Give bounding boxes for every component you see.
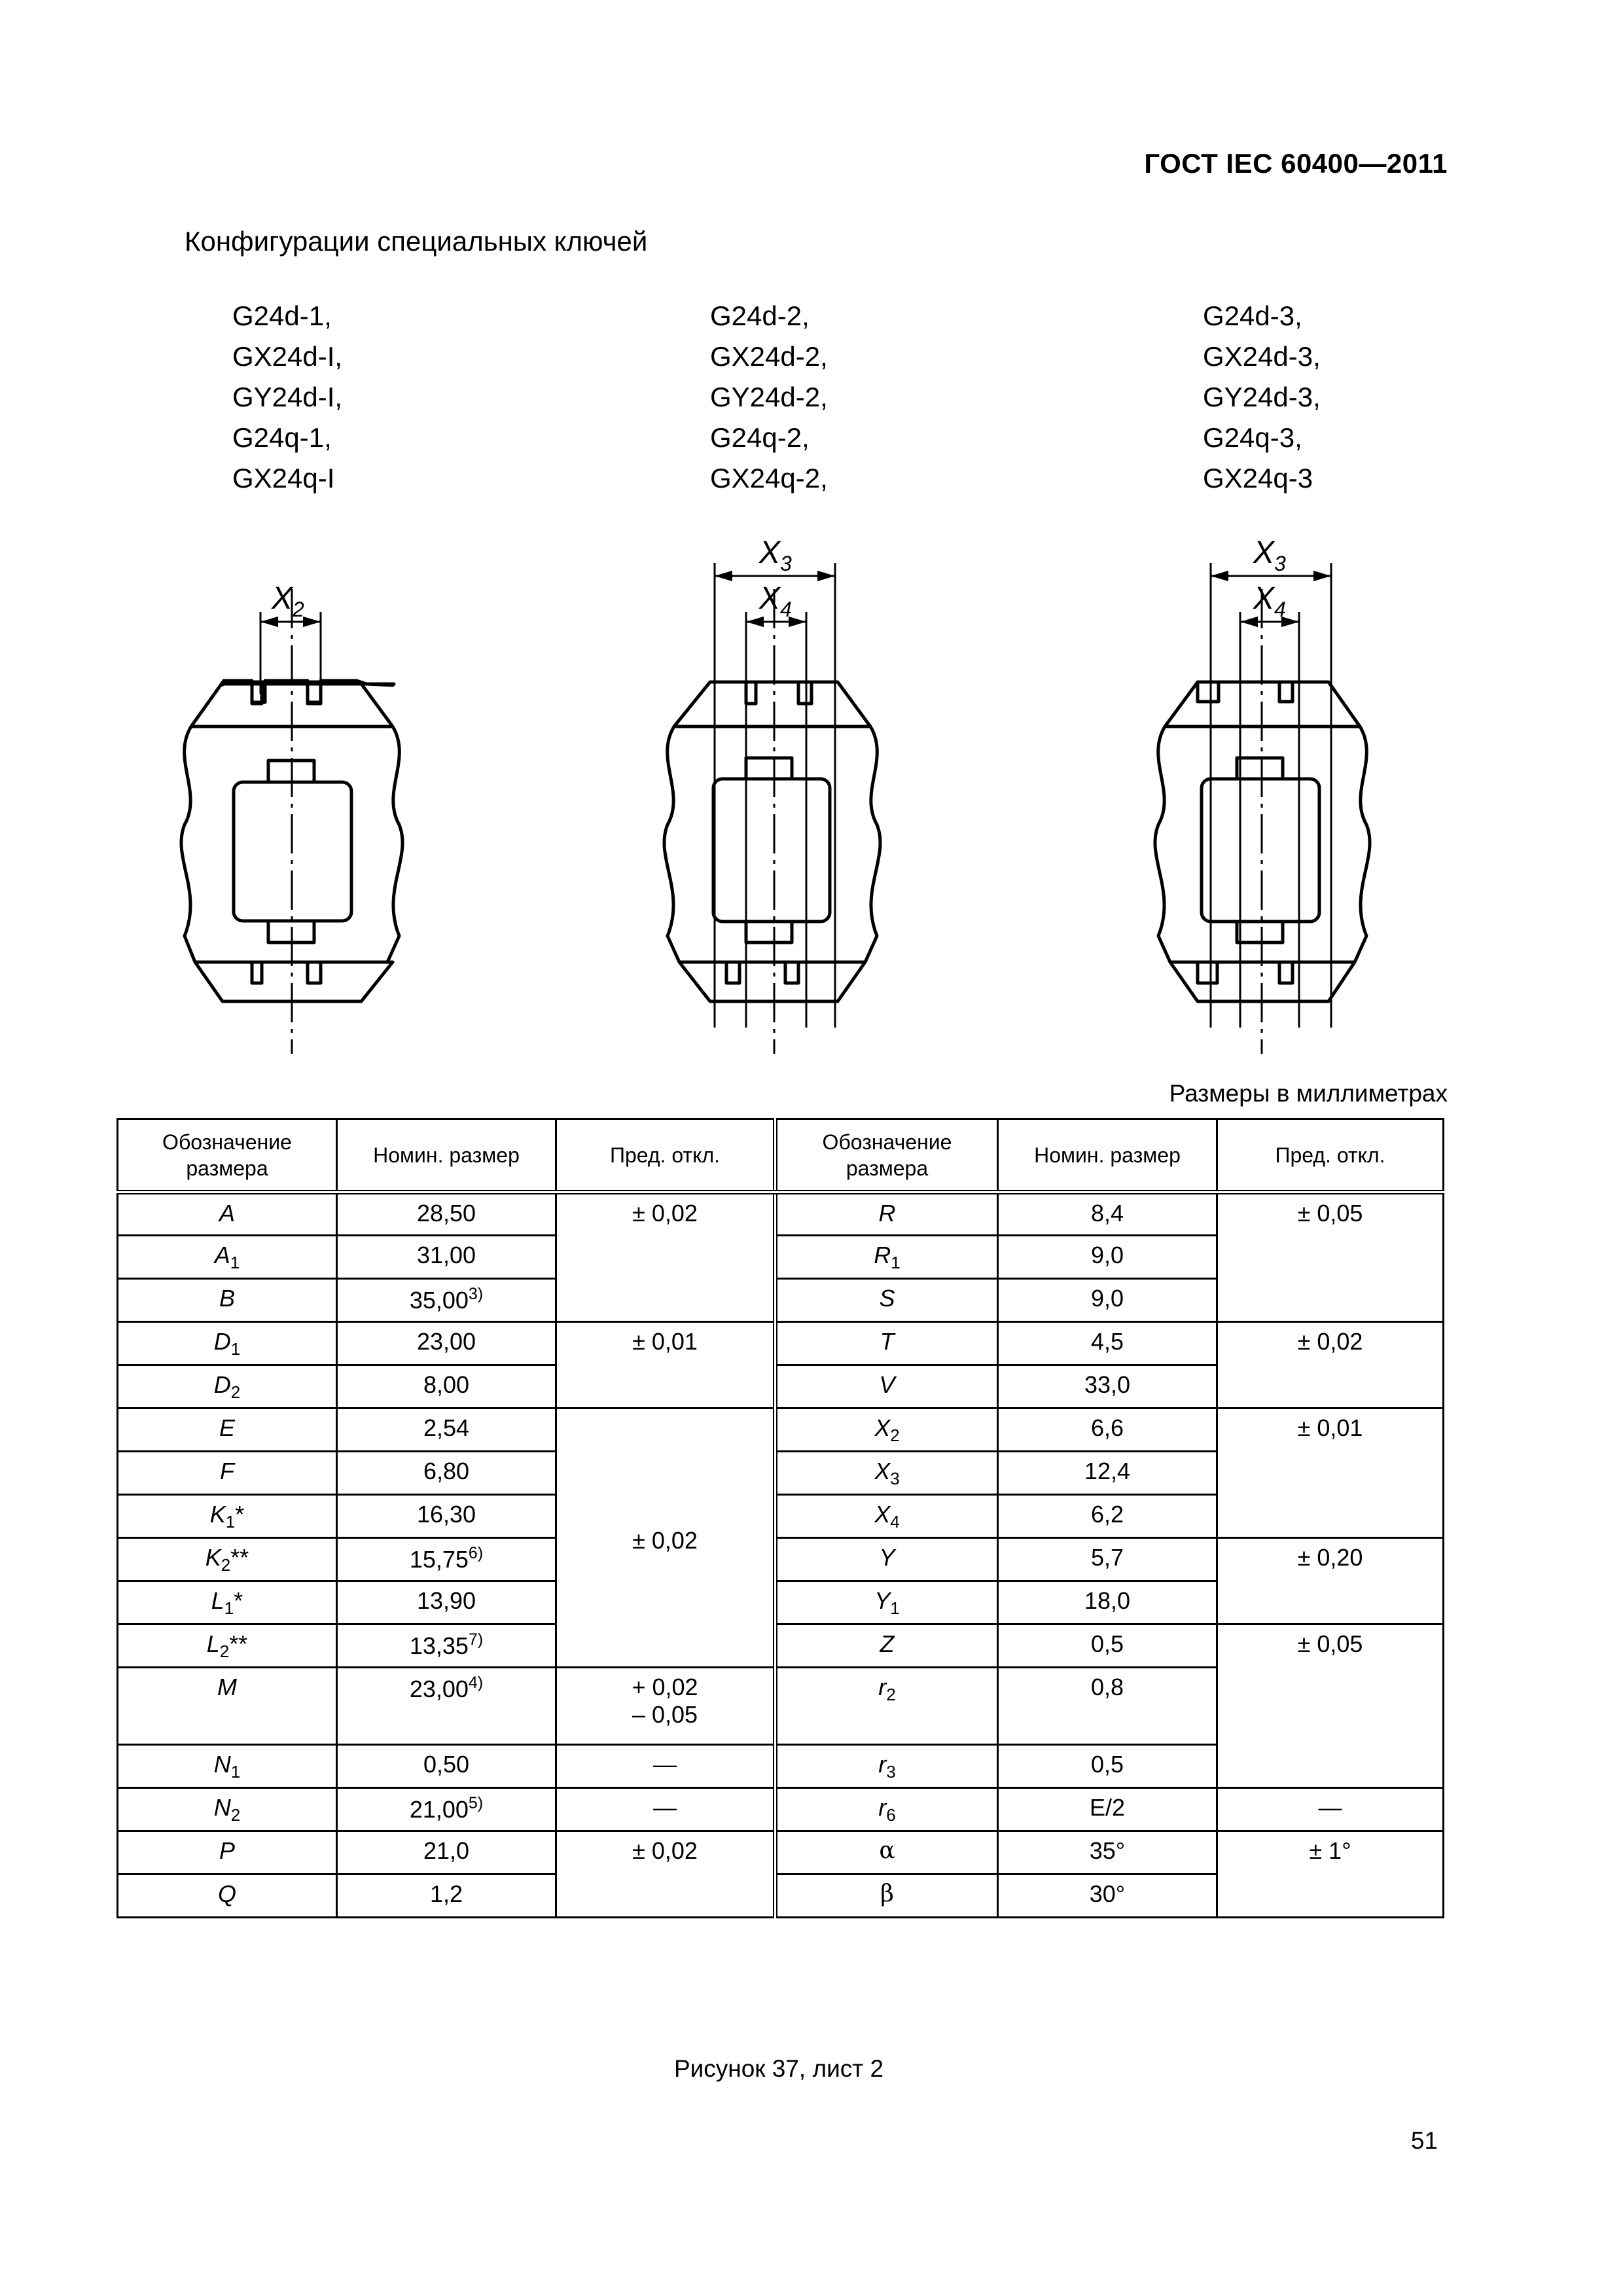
table-row xyxy=(118,1193,1444,1236)
nominal-value: 33,0 xyxy=(998,1365,1217,1408)
nominal-value: 6,6 xyxy=(998,1408,1217,1452)
dimension-symbol: $L_1*$ xyxy=(118,1581,337,1624)
base-label: G24q-3, xyxy=(1203,422,1302,453)
nominal-value: 6,80 xyxy=(337,1452,556,1495)
nominal-value: 35,00$^{3)}$ xyxy=(337,1279,556,1322)
dimension-symbol: $K_1*$ xyxy=(118,1495,337,1538)
dimension-symbol: $A_1$ xyxy=(118,1236,337,1279)
nominal-value: 0,5 xyxy=(998,1624,1217,1668)
dimension-symbol: $r_6$ xyxy=(776,1788,998,1831)
tolerance-value: ± 1° xyxy=(1217,1831,1444,1918)
nominal-value: 13,35$^{7)}$ xyxy=(337,1624,556,1668)
tolerance-value: ± 0,02 xyxy=(1217,1322,1444,1408)
dim-label-x2: $X_2$ xyxy=(272,581,304,621)
base-label: G24d-1, xyxy=(232,300,332,331)
table-header-row xyxy=(118,1119,1444,1193)
tolerance-value: ± 0,05 xyxy=(1217,1624,1444,1788)
tolerance-value: ± 0,01 xyxy=(1217,1408,1444,1538)
key-drawing-2 xyxy=(664,682,880,1001)
nominal-value: 1,2 xyxy=(337,1874,556,1918)
nominal-value: 21,0 xyxy=(337,1831,556,1874)
nominal-value: 8,4 xyxy=(998,1193,1217,1236)
dimension-symbol: S xyxy=(776,1279,998,1322)
base-label: G24q-2, xyxy=(710,422,810,453)
dimension-symbol: $D_1$ xyxy=(118,1322,337,1365)
tolerance-value: ± 0,02 xyxy=(556,1193,776,1322)
tolerance-value: — xyxy=(556,1745,776,1788)
column-header: Номин. размер xyxy=(998,1119,1217,1193)
nominal-value: 5,7 xyxy=(998,1538,1217,1581)
units-note: Размеры в миллиметрах xyxy=(1169,1080,1448,1107)
dimension-symbol: $r_2$ xyxy=(776,1668,998,1745)
nominal-value: 0,50 xyxy=(337,1745,556,1788)
base-label: GY24d-3, xyxy=(1203,382,1321,412)
base-label: GX24q-I xyxy=(232,463,335,493)
base-label: GX24d-2, xyxy=(710,341,828,372)
table-row xyxy=(118,1408,1444,1452)
dimension-symbol: $K_2**$ xyxy=(118,1538,337,1581)
dimension-symbol: Y xyxy=(776,1538,998,1581)
dimension-symbol: $N_2$ xyxy=(118,1788,337,1831)
dim-label-x4: $X_4$ xyxy=(1253,581,1286,621)
table-body xyxy=(118,1193,1444,1918)
base-group-1 xyxy=(232,296,342,499)
table-row xyxy=(118,1788,1444,1831)
nominal-value: 8,00 xyxy=(337,1365,556,1408)
nominal-value: 13,90 xyxy=(337,1581,556,1624)
nominal-value: 15,75$^{6)}$ xyxy=(337,1538,556,1581)
dimension-symbol: M xyxy=(118,1668,337,1745)
nominal-value: 23,00 xyxy=(337,1322,556,1365)
dimension-symbol: E xyxy=(118,1408,337,1452)
dimension-symbol: $D_2$ xyxy=(118,1365,337,1408)
nominal-value: 30° xyxy=(998,1874,1217,1918)
dimension-symbol: $X_2$ xyxy=(776,1408,998,1452)
dim-label-x4: $X_4$ xyxy=(759,581,792,621)
table-row xyxy=(118,1624,1444,1668)
base-label: GX24q-3 xyxy=(1203,463,1313,493)
dim-label-x3: $X_3$ xyxy=(1253,535,1286,575)
tolerance-value: — xyxy=(1217,1788,1444,1831)
dimension-symbol: A xyxy=(118,1193,337,1236)
base-label: GY24d-I, xyxy=(232,382,343,412)
nominal-value: 21,00$^{5)}$ xyxy=(337,1788,556,1831)
dimension-symbol: β xyxy=(776,1874,998,1918)
table-row xyxy=(118,1538,1444,1581)
base-label: G24d-3, xyxy=(1203,300,1302,331)
tolerance-value: + 0,02 – 0,05 xyxy=(556,1668,776,1745)
nominal-value: 6,2 xyxy=(998,1495,1217,1538)
nominal-value: 23,00$^{4)}$ xyxy=(337,1668,556,1745)
section-subtitle: Конфигурации специальных ключей xyxy=(185,226,648,257)
tolerance-value: ± 0,01 xyxy=(556,1322,776,1408)
nominal-value: 28,50 xyxy=(337,1193,556,1236)
column-header: Пред. откл. xyxy=(1217,1119,1444,1193)
dimension-symbol: α xyxy=(776,1831,998,1874)
dimension-symbol: $N_1$ xyxy=(118,1745,337,1788)
tolerance-value: ± 0,02 xyxy=(556,1408,776,1668)
dimension-symbol: V xyxy=(776,1365,998,1408)
nominal-value: 2,54 xyxy=(337,1408,556,1452)
nominal-value: 0,8 xyxy=(998,1668,1217,1745)
tolerance-value: — xyxy=(556,1788,776,1831)
dimension-symbol: T xyxy=(776,1322,998,1365)
base-label: GY24d-2, xyxy=(710,382,828,412)
column-header: Номин. размер xyxy=(337,1119,556,1193)
nominal-value: 9,0 xyxy=(998,1279,1217,1322)
base-label: G24d-2, xyxy=(710,300,810,331)
column-header: Пред. откл. xyxy=(556,1119,776,1193)
dimension-symbol: R xyxy=(776,1193,998,1236)
nominal-value: 31,00 xyxy=(337,1236,556,1279)
tolerance-value: ± 0,20 xyxy=(1217,1538,1444,1624)
dimensions-table xyxy=(116,1118,1444,1918)
column-header: Обозначение размера xyxy=(776,1119,998,1193)
nominal-value: 0,5 xyxy=(998,1745,1217,1788)
nominal-value: 16,30 xyxy=(337,1495,556,1538)
base-label: GX24d-I, xyxy=(232,341,343,372)
dimension-symbol: F xyxy=(118,1452,337,1495)
dimension-symbol: $r_3$ xyxy=(776,1745,998,1788)
dimension-symbol: $L_2**$ xyxy=(118,1624,337,1668)
dimension-symbol: Z xyxy=(776,1624,998,1668)
dimension-symbol: $X_3$ xyxy=(776,1452,998,1495)
dim-label-x3: $X_3$ xyxy=(759,535,792,575)
nominal-value: 9,0 xyxy=(998,1236,1217,1279)
key-configuration-drawings xyxy=(0,511,1623,1073)
base-label: GX24d-3, xyxy=(1203,341,1321,372)
dimension-symbol: B xyxy=(118,1279,337,1322)
standard-header: ГОСТ IEC 60400—2011 xyxy=(1144,148,1448,179)
dimension-symbol: P xyxy=(118,1831,337,1874)
nominal-value: 4,5 xyxy=(998,1322,1217,1365)
nominal-value: 35° xyxy=(998,1831,1217,1874)
tolerance-value: ± 0,05 xyxy=(1217,1193,1444,1322)
base-label: G24q-1, xyxy=(232,422,332,453)
dimension-symbol: $Y_1$ xyxy=(776,1581,998,1624)
table-row xyxy=(118,1831,1444,1874)
table-row xyxy=(118,1322,1444,1365)
base-label: GX24q-2, xyxy=(710,463,828,493)
dimension-symbol: Q xyxy=(118,1874,337,1918)
figure-caption: Рисунок 37, лист 2 xyxy=(673,2055,884,2082)
nominal-value: E/2 xyxy=(998,1788,1217,1831)
column-header: Обозначение размера xyxy=(118,1119,337,1193)
nominal-value: 18,0 xyxy=(998,1581,1217,1624)
base-group-2 xyxy=(710,296,828,499)
nominal-value: 12,4 xyxy=(998,1452,1217,1495)
dimension-symbol: $X_4$ xyxy=(776,1495,998,1538)
page-number: 51 xyxy=(1410,2127,1438,2154)
tolerance-value: ± 0,02 xyxy=(556,1831,776,1918)
base-group-3 xyxy=(1203,296,1321,499)
dimension-symbol: $R_1$ xyxy=(776,1236,998,1279)
